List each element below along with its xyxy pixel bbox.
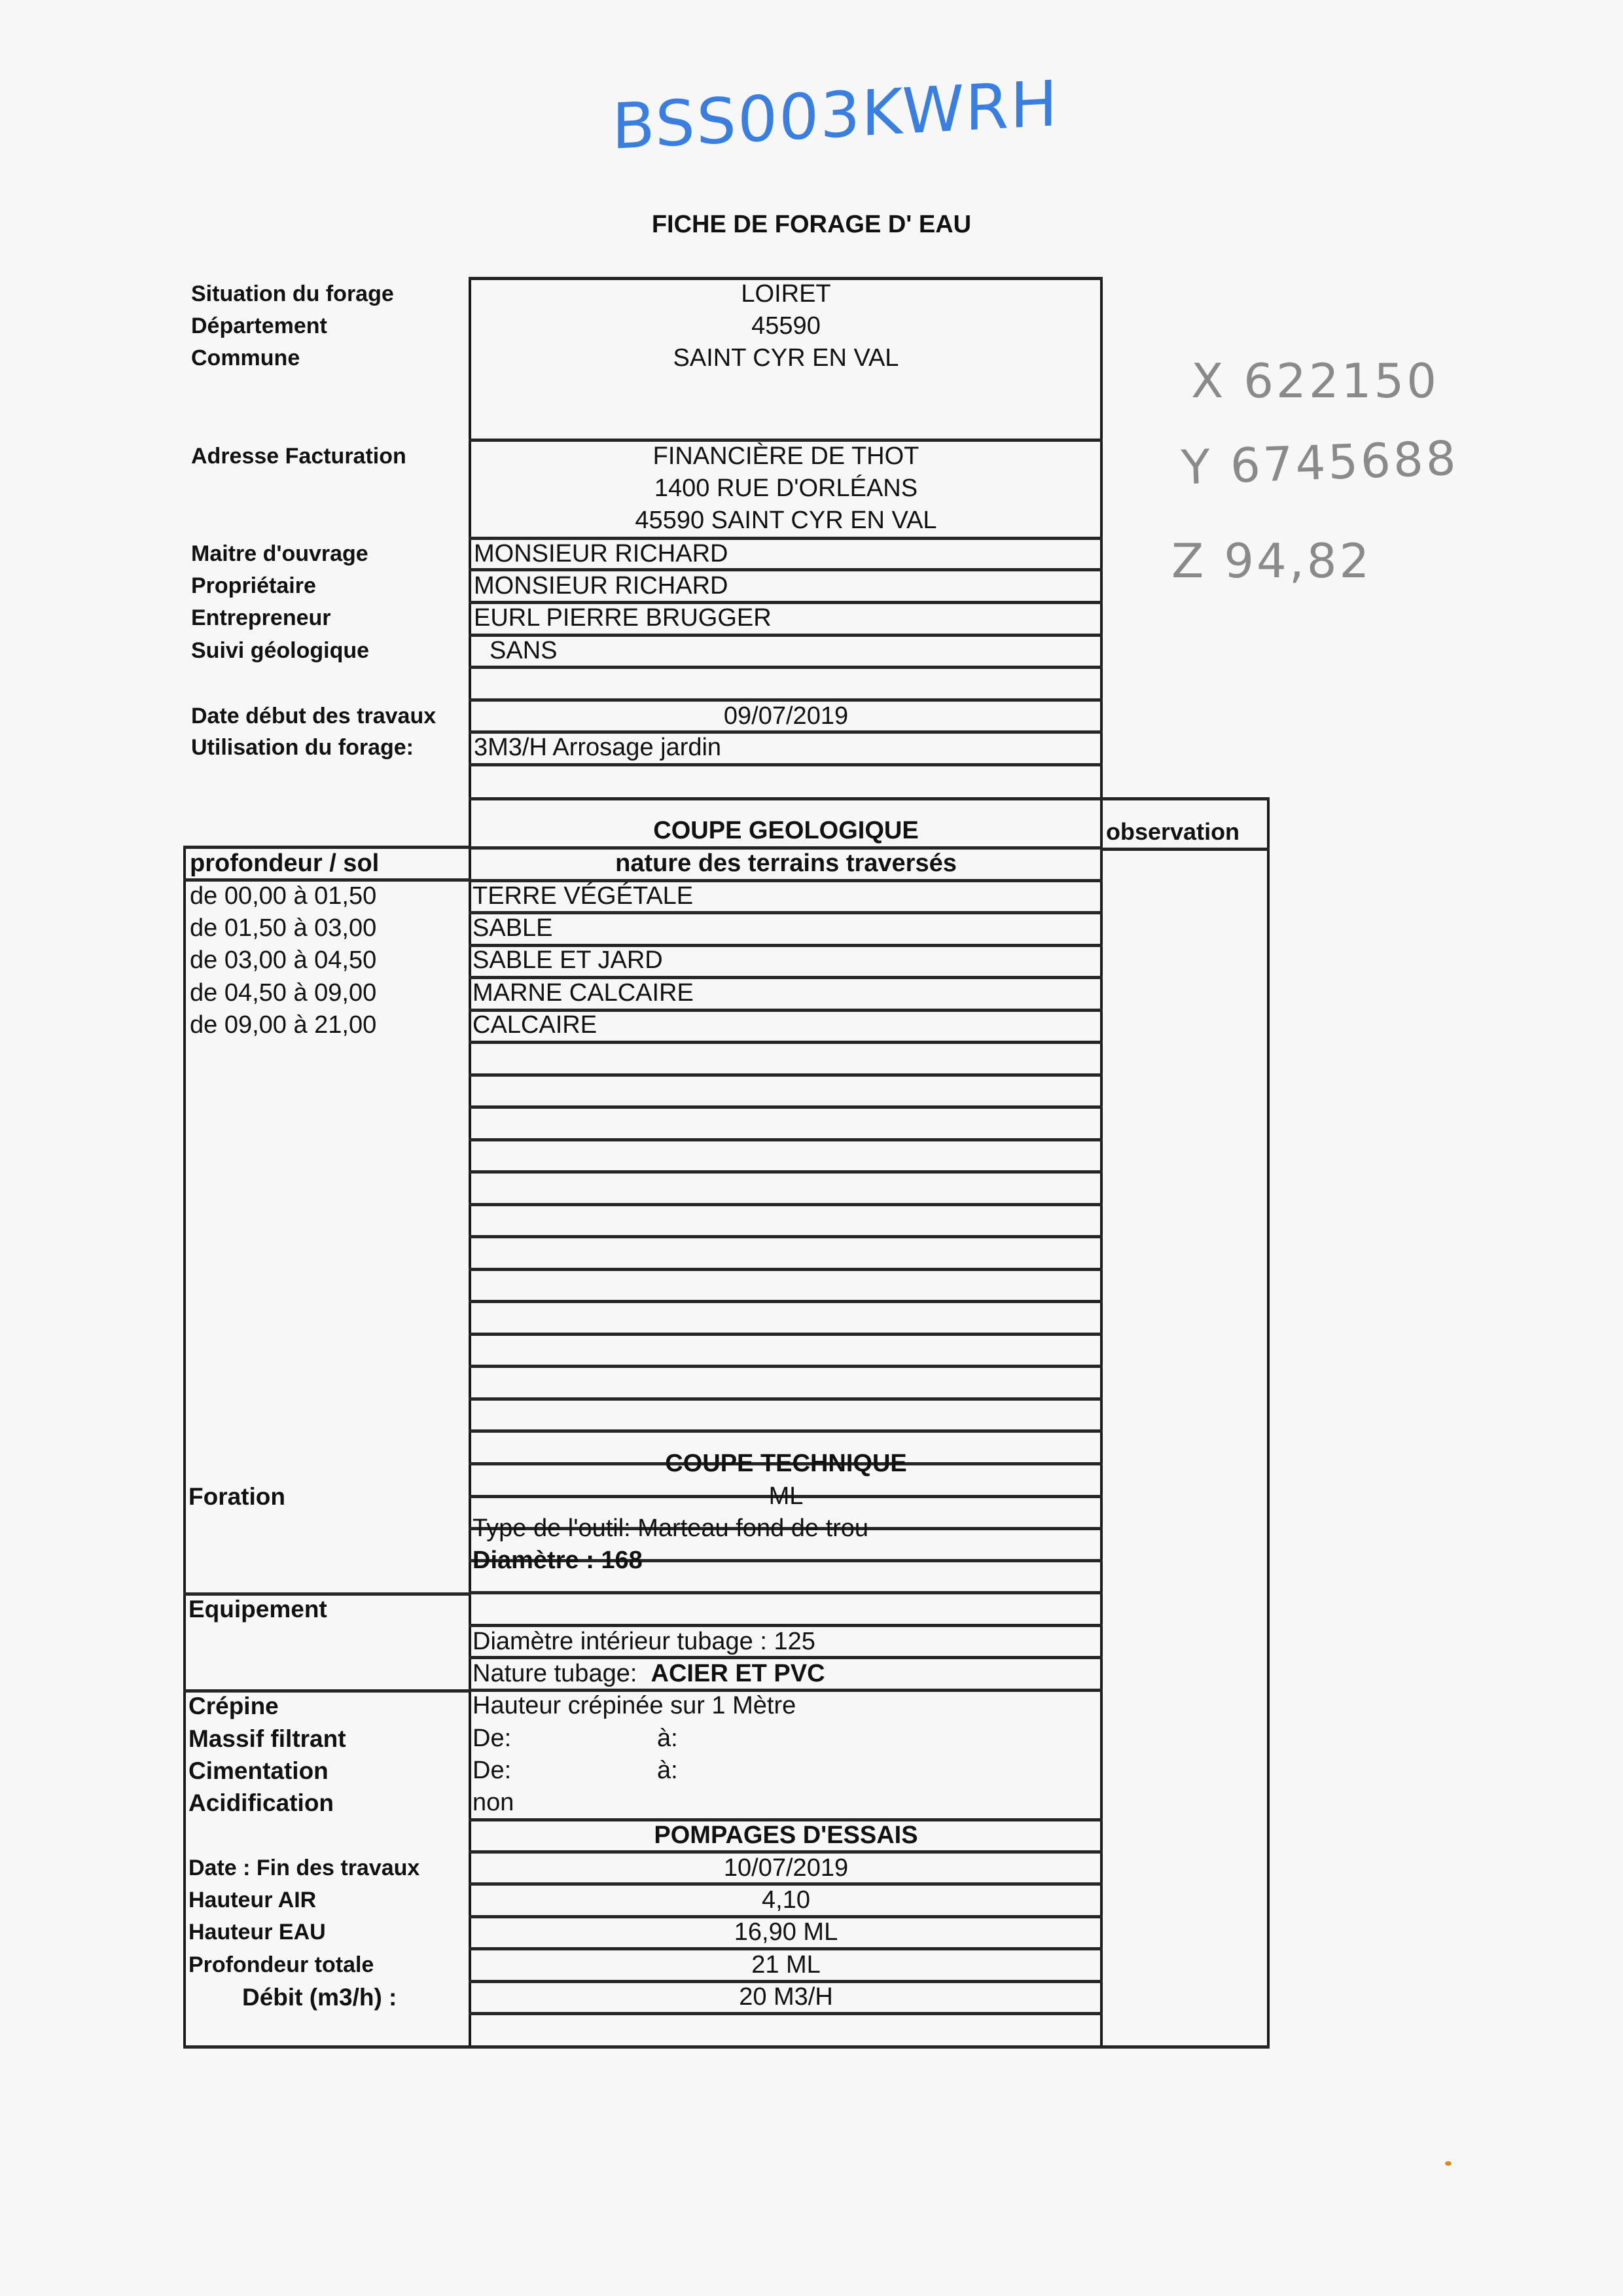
bss-code-handwritten: BSS003KWRH	[612, 67, 1059, 164]
label-adresse-facturation: Adresse Facturation	[191, 444, 406, 469]
table-border	[1267, 798, 1270, 2049]
value-hauteur-eau: 16,90 ML	[734, 1918, 838, 1946]
layer-depth: de 04,50 à 09,00	[190, 979, 377, 1007]
section-pompages-essais: POMPAGES D'ESSAIS	[654, 1821, 918, 1849]
value-acidification: non	[473, 1789, 514, 1816]
value-situation: LOIRET	[741, 280, 831, 308]
value-maitre-ouvrage: MONSIEUR RICHARD	[474, 540, 728, 567]
value-foration: ML	[768, 1482, 804, 1510]
value-suivi-geologique: SANS	[490, 637, 558, 664]
layer-nature: MARNE CALCAIRE	[473, 979, 694, 1007]
value-diametre-interieur: Diamètre intérieur tubage : 125	[473, 1628, 815, 1655]
row-divider	[469, 1235, 1103, 1238]
tubage-material: ACIER ET PVC	[651, 1660, 825, 1687]
row-divider	[469, 797, 1103, 800]
label-proprietaire: Propriétaire	[191, 573, 316, 598]
label-date-debut: Date début des travaux	[191, 704, 437, 728]
page-title: FICHE DE FORAGE D' EAU	[651, 211, 972, 238]
value-debit: 20 M3/H	[739, 1983, 833, 2011]
layer-nature: CALCAIRE	[473, 1011, 597, 1039]
layer-depth: de 09,00 à 21,00	[190, 1011, 377, 1039]
value-departement: 45590	[751, 312, 821, 340]
table-border	[183, 846, 186, 2047]
value-profondeur-totale: 21 ML	[751, 1951, 821, 1979]
massif-to: à:	[657, 1725, 678, 1752]
label-entrepreneur: Entrepreneur	[191, 605, 331, 630]
cimentation-to: à:	[657, 1757, 678, 1784]
label-situation: Situation du forage	[191, 281, 394, 306]
section-coupe-geologique: COUPE GEOLOGIQUE	[653, 817, 919, 844]
layer-nature: SABLE ET JARD	[473, 946, 663, 974]
label-commune: Commune	[191, 346, 300, 370]
label-equipement: Equipement	[188, 1596, 327, 1623]
label-departement: Département	[191, 314, 327, 338]
table-border	[183, 2045, 1270, 2049]
row-divider	[469, 1429, 1103, 1433]
label-cimentation: Cimentation	[188, 1757, 329, 1784]
label-maitre-ouvrage: Maitre d'ouvrage	[191, 541, 368, 566]
section-coupe-technique: COUPE TECHNIQUE	[665, 1450, 907, 1477]
value-utilisation: 3M3/H Arrosage jardin	[474, 734, 722, 761]
value-commune: SAINT CYR EN VAL	[673, 344, 899, 372]
value-hauteur-air: 4,10	[762, 1886, 810, 1914]
header-observation: observation	[1106, 818, 1240, 845]
billing-line-1: FINANCIÈRE DE THOT	[652, 442, 919, 470]
label-date-fin: Date : Fin des travaux	[188, 1856, 420, 1880]
layer-depth: de 00,00 à 01,50	[190, 882, 377, 910]
row-divider	[469, 1333, 1103, 1336]
row-divider	[469, 1073, 1103, 1077]
tubage-prefix: Nature tubage:	[473, 1660, 637, 1687]
header-nature-terrains: nature des terrains traversés	[615, 850, 957, 877]
label-crepine: Crépine	[188, 1693, 279, 1719]
row-divider	[469, 1365, 1103, 1368]
row-divider	[469, 1138, 1103, 1141]
label-suivi-geologique: Suivi géologique	[191, 638, 370, 663]
coord-y-handwritten: Y 6745688	[1180, 430, 1459, 495]
row-divider	[469, 1397, 1103, 1401]
value-entrepreneur: EURL PIERRE BRUGGER	[474, 604, 772, 632]
value-date-debut: 09/07/2019	[723, 702, 849, 730]
value-nature-tubage	[473, 1658, 1099, 1690]
value-proprietaire: MONSIEUR RICHARD	[474, 572, 728, 600]
value-diametre: Diamètre : 168	[473, 1547, 643, 1574]
label-massif-filtrant: Massif filtrant	[188, 1725, 346, 1752]
header-profondeur: profondeur / sol	[190, 850, 380, 877]
row-divider	[469, 1591, 1103, 1594]
label-profondeur-totale: Profondeur totale	[188, 1952, 374, 1977]
row-divider	[469, 1300, 1103, 1303]
value-date-fin: 10/07/2019	[723, 1854, 849, 1882]
cimentation-from: De:	[473, 1757, 512, 1784]
billing-line-2: 1400 RUE D'ORLÉANS	[654, 475, 918, 502]
label-utilisation: Utilisation du forage:	[191, 735, 414, 760]
layer-depth: de 03,00 à 04,50	[190, 946, 377, 974]
coord-x-handwritten: X 622150	[1191, 353, 1440, 408]
massif-from: De:	[473, 1725, 512, 1752]
paper-stain	[1445, 2161, 1452, 2166]
row-divider	[469, 1170, 1103, 1174]
row-divider	[469, 1268, 1103, 1271]
value-crepine: Hauteur crépinée sur 1 Mètre	[473, 1692, 796, 1719]
label-hauteur-air: Hauteur AIR	[188, 1888, 317, 1912]
coord-z-handwritten: Z 94,82	[1171, 533, 1372, 588]
billing-line-3: 45590 SAINT CYR EN VAL	[635, 507, 937, 534]
label-foration: Foration	[188, 1483, 285, 1510]
layer-nature: SABLE	[473, 914, 553, 942]
layer-nature: TERRE VÉGÉTALE	[473, 882, 694, 910]
row-divider	[469, 1105, 1103, 1109]
table-border	[469, 278, 471, 2049]
label-acidification: Acidification	[188, 1789, 334, 1816]
table-border	[1100, 797, 1270, 800]
label-hauteur-eau: Hauteur EAU	[188, 1920, 326, 1945]
row-divider	[469, 1203, 1103, 1206]
label-debit: Débit (m3/h) :	[242, 1984, 397, 2011]
value-type-outil: Type de l'outil: Marteau fond de trou	[473, 1515, 869, 1542]
layer-depth: de 01,50 à 03,00	[190, 914, 377, 942]
table-border	[1100, 848, 1270, 851]
